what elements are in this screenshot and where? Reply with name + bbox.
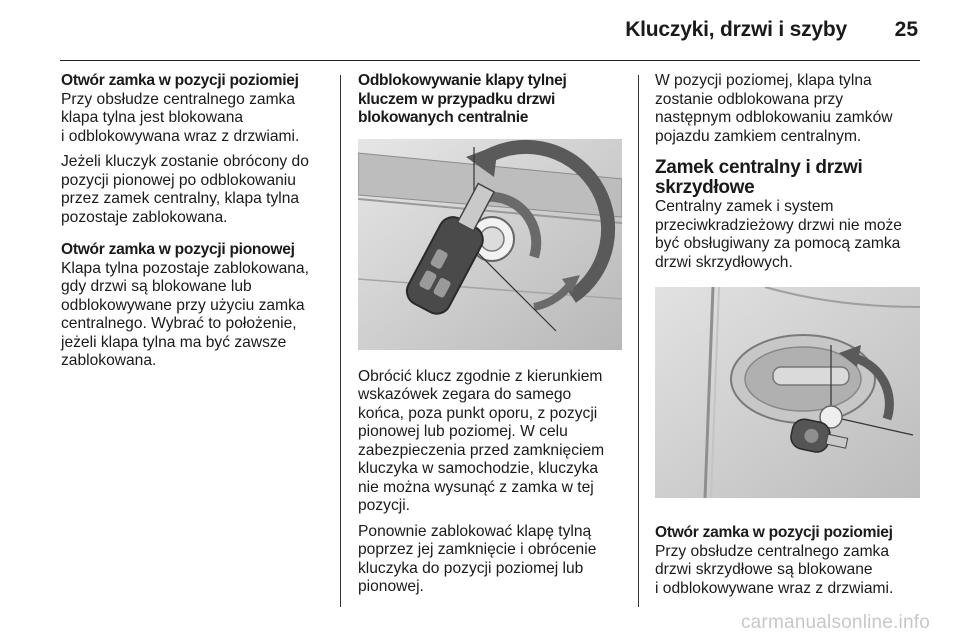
page-header xyxy=(0,0,960,60)
section-title: Zamek centralny i drzwi skrzydłowe xyxy=(655,157,863,198)
subheading-tailgate-unlock: Odblokowywanie klapy tylnej kluczem w przypadku drzwi blokowanych centralnie xyxy=(358,72,567,126)
page-number: 25 xyxy=(894,18,918,41)
side-door-lock-illustration xyxy=(655,287,920,498)
side-door-lock-image xyxy=(655,287,920,498)
paragraph: Jeżeli kluczyk zostanie obrócony do pozycji pionowej po odblokowaniu przez zamek centralny, klapa tylna pozostaje zablokowana. xyxy=(61,153,309,226)
tailgate-lock-image xyxy=(358,139,622,350)
paragraph: Klapa tylna pozostaje zablokowana, gdy drzwi są blokowane lub odblokowywane przy użyciu zamka centralnego. Wybrać to położenie, jeżeli klapa tylna ma być zawsze zablokowana. xyxy=(61,259,309,369)
paragraph: W pozycji poziomej, klapa tylna zostanie odblokowana przy następnym odblokowaniu zamków pojazdu zamkiem centralnym. xyxy=(655,72,893,145)
paragraph: Przy obsłudze centralnego zamka drzwi skrzydłowe są blokowane i odblokowywane wraz z drzwiami. xyxy=(655,542,894,597)
paragraph: Przy obsłudze centralnego zamka klapa tylna jest blokowana i odblokowywana wraz z drzwiami. xyxy=(61,90,300,145)
column-left xyxy=(61,72,333,371)
tailgate-lock-illustration xyxy=(358,139,622,350)
subheading-horizontal-slot: Otwór zamka w pozycji poziomiej xyxy=(61,72,299,89)
subheading-vertical-slot: Otwór zamka w pozycji pionowej xyxy=(61,241,295,258)
column-divider-1 xyxy=(340,75,341,607)
column-divider-2 xyxy=(638,75,639,607)
subheading-horizontal-slot: Otwór zamka w pozycji poziomiej xyxy=(655,524,893,541)
paragraph: Obrócić klucz zgodnie z kierunkiem wskazówek zegara do samego końca, poza punkt oporu, z pozycji pionowej lub poziomej. W celu zabezpieczenia przed zamknięciem kluczyka w samochodzie, kluczyka nie można wysunąć z zamka w tej pozycji. xyxy=(358,367,605,514)
paragraph: Ponownie zablokować klapę tylną poprzez jej zamknięcie i obrócenie kluczyka do pozycji poziomej lub pionowej. xyxy=(358,522,597,595)
paragraph: Centralny zamek i system przeciwkradzieżowy drzwi nie może być obsługiwany za pomocą zamka drzwi skrzydłowych. xyxy=(655,198,902,271)
header-divider xyxy=(60,60,920,61)
page-title: Kluczyki, drzwi i szyby xyxy=(625,18,847,41)
watermark: carmanualsonline.info xyxy=(740,612,930,633)
